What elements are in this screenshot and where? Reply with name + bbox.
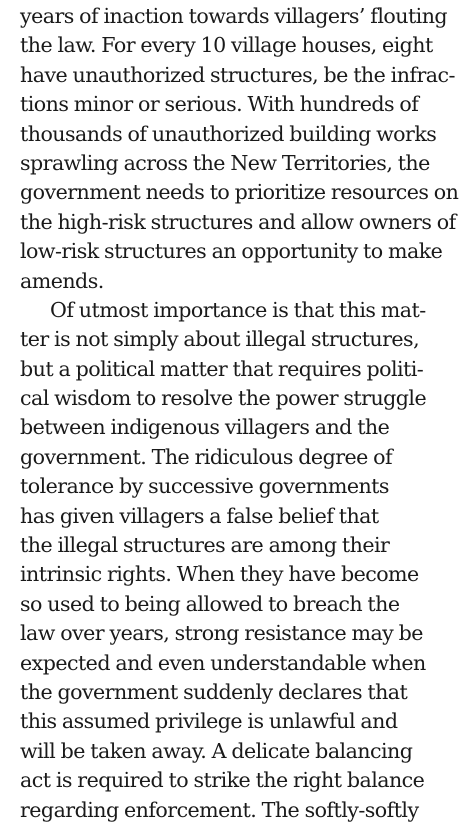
text-line: regarding enforcement. The softly-softly [20, 797, 419, 822]
text-line: years of inaction towards villagers’ flouting [20, 4, 448, 28]
text-line: sprawling across the New Territories, the [20, 150, 430, 175]
text-line: has given villagers a false belief that [20, 503, 379, 528]
text-line: low-risk structures an opportunity to make [20, 239, 443, 264]
paragraph-1 [20, 2, 459, 296]
text-line: the government suddenly declares that [20, 679, 408, 704]
text-line: tolerance by successive governments [20, 474, 389, 499]
text-line: cal wisdom to resolve the power struggle [20, 386, 427, 411]
text-line: will be taken away. A delicate balancing [20, 738, 413, 763]
text-line: this assumed privilege is unlawful and [20, 709, 398, 734]
text-line: have unauthorized structures, be the infrac- [20, 62, 455, 87]
text-line: the law. For every 10 village houses, eight [20, 33, 433, 58]
text-line: thousands of unauthorized building works [20, 121, 437, 146]
text-line: tions minor or serious. With hundreds of [20, 92, 419, 117]
text-line: intrinsic rights. When they have become [20, 562, 419, 587]
text-line: government. The ridiculous degree of [20, 444, 393, 469]
text-line: amends. [20, 268, 104, 293]
text-line: the high-risk structures and allow owners of [20, 209, 456, 234]
text-line: but a political matter that requires politi- [20, 356, 424, 381]
text-line: so used to being allowed to breach the [20, 591, 400, 616]
text-line: ter is not simply about illegal structures, [20, 327, 420, 352]
text-line: Of utmost importance is that this mat- [50, 297, 426, 322]
text-line: between indigenous villagers and the [20, 415, 390, 440]
text-line: the illegal structures are among their [20, 533, 390, 558]
text-line: expected and even understandable when [20, 650, 426, 675]
text-line: act is required to strike the right balance [20, 768, 425, 793]
paragraph-2 [20, 296, 454, 825]
text-line: government needs to prioritize resources on [20, 180, 459, 205]
text-line: law over years, strong resistance may be [20, 621, 423, 646]
